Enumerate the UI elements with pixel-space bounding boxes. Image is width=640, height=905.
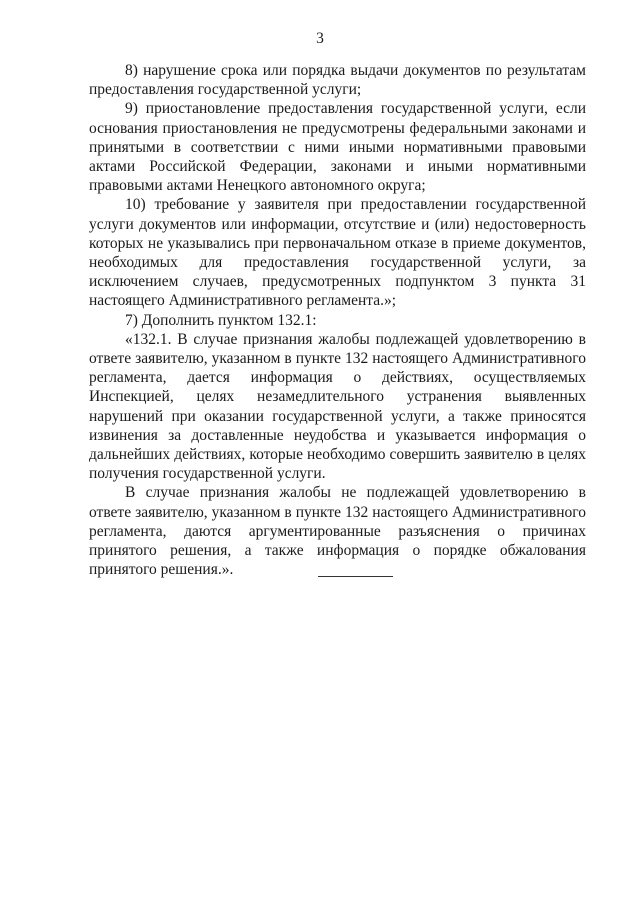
end-divider	[318, 576, 393, 577]
page-number: 3	[316, 30, 324, 47]
paragraph-clause-132-1-part-2: В случае признания жалобы не подлежащей удовлетворению в ответе заявителю, указанном в пункте 132 настоящего Административного регламента, даются аргументированные разъяснения о причинах принятого решения, а также информация о порядке обжалования принятого решения.».	[89, 484, 586, 579]
paragraph-clause-132-1: «132.1. В случае признания жалобы подлежащей удовлетворению в ответе заявителю, указанном в пункте 132 настоящего Административного регламента, дается информация о действиях, осуществляемых Инспекцией, целях незамедлительного устранения выявленных нарушений при оказании государственной услуги, а также приносятся извинения за доставленные неудобства и указывается информация о дальнейших действиях, которые необходимо совершить заявителю в целях получения государственной услуги.	[89, 330, 586, 483]
paragraph-item-10: 10) требование у заявителя при предоставлении государственной услуги документов или информации, отсутствие и (или) недостоверность которых не указывались при первоначальном отказе в приеме документов, необходимых для предоставления государственной услуги, за исключением случаев, предусмотренных подпунктом 3 пункта 31 настоящего Административного регламента.»;	[89, 196, 586, 310]
paragraph-item-8: 8) нарушение срока или порядка выдачи документов по результатам предоставления государственной услуги;	[89, 62, 586, 99]
paragraph-amendment-7: 7) Дополнить пунктом 132.1:	[125, 311, 317, 329]
document-body	[89, 61, 586, 579]
paragraph-item-9: 9) приостановление предоставления государственной услуги, если основания приостановления не предусмотрены федеральными законами и принятыми в соответствии с ними иными нормативными правовыми актами Российской Федерации, законами и иными нормативными правовыми актами Ненецкого автономного округа;	[89, 100, 586, 195]
